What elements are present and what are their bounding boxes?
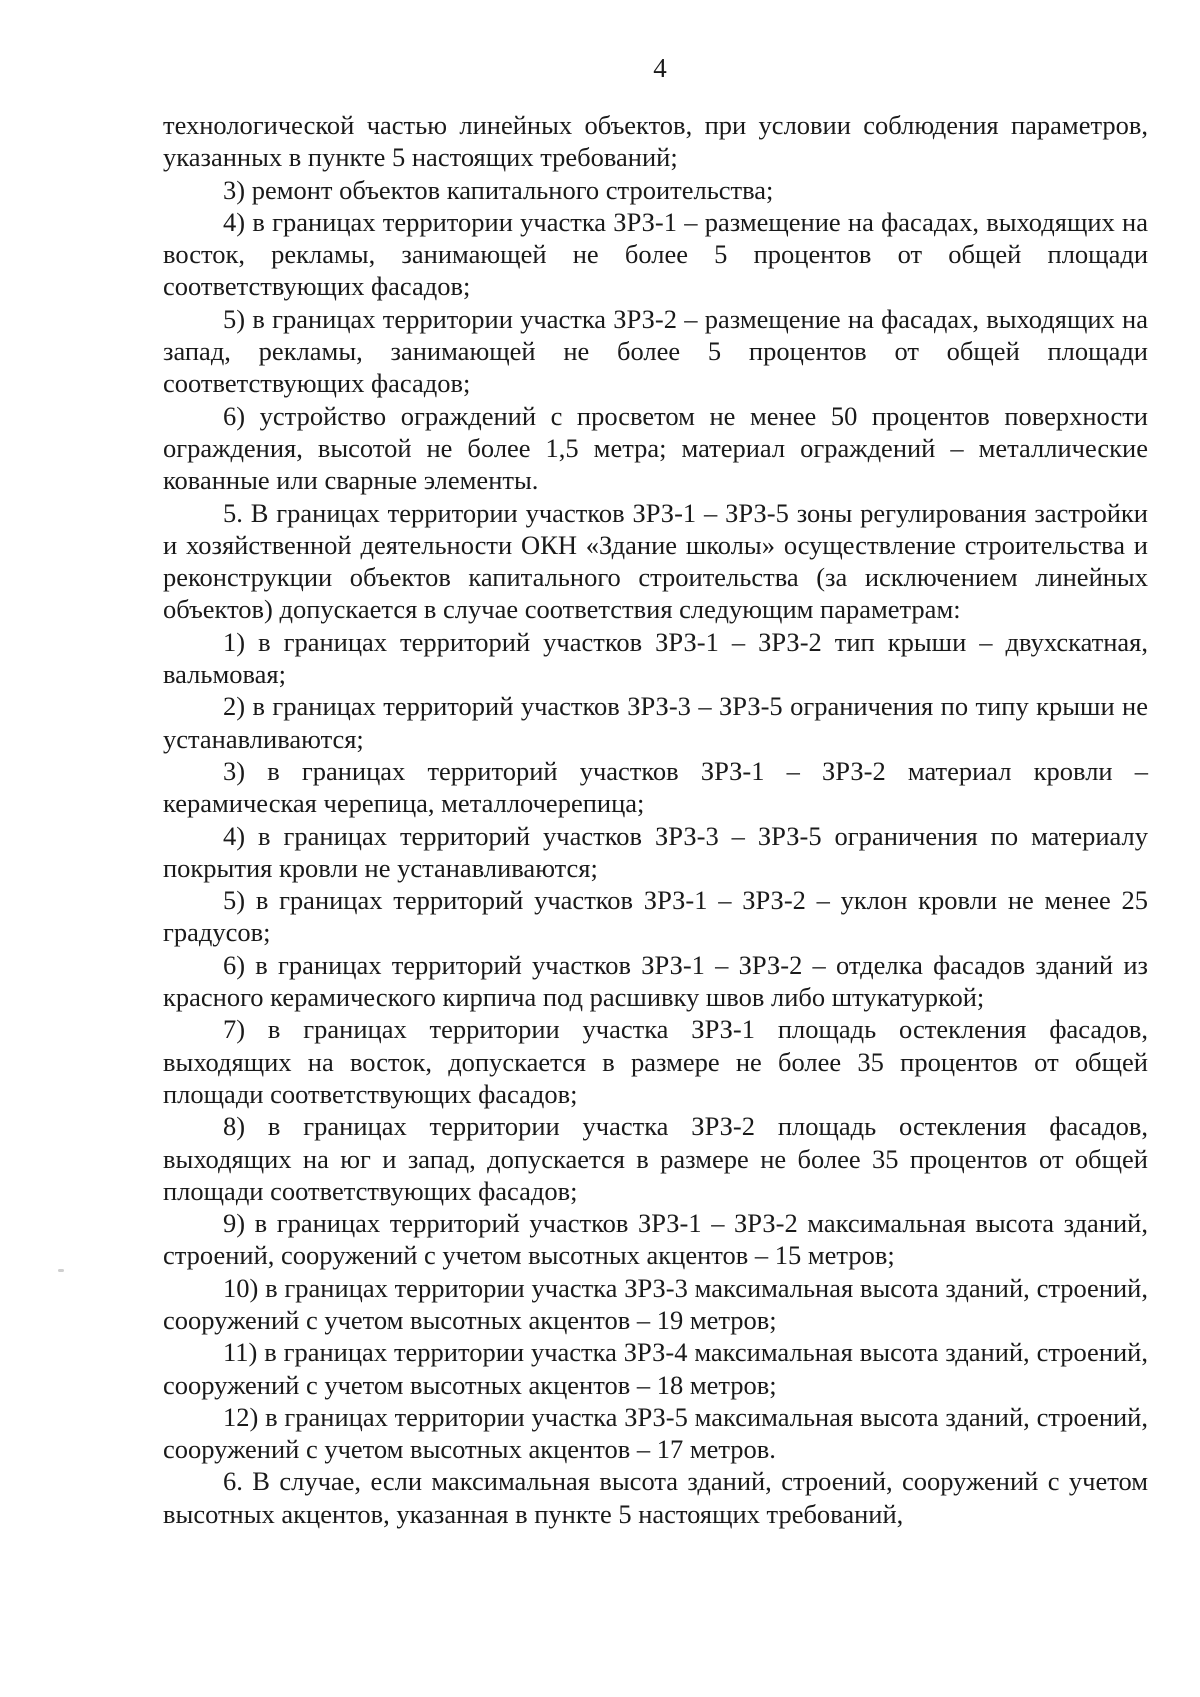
section-5-paragraph: 5. В границах территории участков ЗРЗ-1 – ЗРЗ-5 зоны регулирования застройки и хозяйственной деятельности ОКН «Здание школы» осуществление строительства и реконструкции объектов капитального строительства (за исключением линейных объектов) допускается в случае соответствия следующим параметрам: [163, 497, 1148, 625]
page-number: 4 [653, 53, 667, 83]
section-6-paragraph: 6. В случае, если максимальная высота зданий, строений, сооружений с учетом высотных акцентов, указанная в пункте 5 настоящих требований, [163, 1466, 1148, 1529]
paragraph-continuation: технологической частью линейных объектов, при условии соблюдения параметров, указанных в пункте 5 настоящих требований; [163, 110, 1148, 173]
list-item-5: 5) в границах территории участка ЗРЗ-2 – размещение на фасадах, выходящих на запад, рекламы, занимающей не более 5 процентов от общей площади соответствующих фасадов; [163, 303, 1148, 399]
list-item-4: 4) в границах территории участка ЗРЗ-1 – размещение на фасадах, выходящих на восток, рекламы, занимающей не более 5 процентов от общей площади соответствующих фасадов; [163, 206, 1148, 302]
section-5-item-1: 1) в границах территорий участков ЗРЗ-1 – ЗРЗ-2 тип крыши – двухскатная, вальмовая; [163, 626, 1148, 690]
section-5-item-10: 10) в границах территории участка ЗРЗ-3 максимальная высота зданий, строений, сооружений с учетом высотных акцентов – 19 метров; [163, 1272, 1148, 1335]
section-5-item-5: 5) в границах территорий участков ЗРЗ-1 – ЗРЗ-2 – уклон кровли не менее 25 градусов; [163, 885, 1148, 948]
section-5-item-9: 9) в границах территорий участков ЗРЗ-1 – ЗРЗ-2 максимальная высота зданий, строений, сооружений с учетом высотных акцентов – 15 метров; [163, 1208, 1148, 1271]
section-5-item-11: 11) в границах территории участка ЗРЗ-4 максимальная высота зданий, строений, сооружений с учетом высотных акцентов – 18 метров; [163, 1337, 1148, 1400]
section-5-item-2: 2) в границах территорий участков ЗРЗ-3 – ЗРЗ-5 ограничения по типу крыши не устанавливаются; [163, 691, 1148, 754]
document-body [163, 109, 1148, 1530]
scan-speck [58, 1269, 64, 1272]
list-item-6: 6) устройство ограждений с просветом не менее 50 процентов поверхности ограждения, высотой не более 1,5 метра; материал ограждений – металлические кованные или сварные элементы. [163, 400, 1148, 496]
list-item-3: 3) ремонт объектов капитального строительства; [223, 174, 774, 205]
section-5-item-4: 4) в границах территорий участков ЗРЗ-3 – ЗРЗ-5 ограничения по материалу покрытия кровли не устанавливаются; [163, 820, 1148, 883]
section-5-item-3: 3) в границах территорий участков ЗРЗ-1 – ЗРЗ-2 материал кровли – керамическая черепица, металлочерепица; [163, 755, 1148, 819]
section-5-item-6: 6) в границах территорий участков ЗРЗ-1 – ЗРЗ-2 – отделка фасадов зданий из красного керамического кирпича под расшивку швов либо штукатуркой; [163, 949, 1148, 1013]
section-5-item-12: 12) в границах территории участка ЗРЗ-5 максимальная высота зданий, строений, сооружений с учетом высотных акцентов – 17 метров. [163, 1401, 1148, 1465]
section-5-item-8: 8) в границах территории участка ЗРЗ-2 площадь остекления фасадов, выходящих на юг и запад, допускается в размере не более 35 процентов от общей площади соответствующих фасадов; [163, 1111, 1148, 1206]
section-5-item-7: 7) в границах территории участка ЗРЗ-1 площадь остекления фасадов, выходящих на восток, допускается в размере не более 35 процентов от общей площади соответствующих фасадов; [163, 1014, 1148, 1109]
